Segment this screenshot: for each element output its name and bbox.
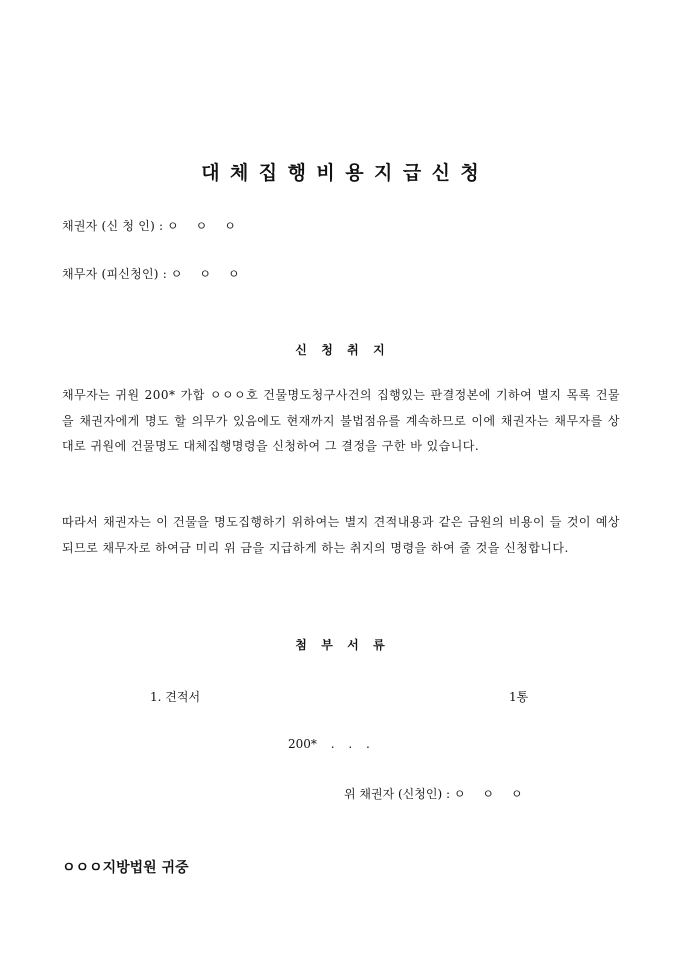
creditor-name: ㅇ ㅇ ㅇ xyxy=(167,219,243,233)
debtor-name: ㅇ ㅇ ㅇ xyxy=(170,267,247,281)
creditor-label: 채권자 (신 청 인) xyxy=(62,219,155,233)
creditor-line xyxy=(62,217,242,234)
document-title: 대체집행비용지급신청 xyxy=(201,162,490,184)
debtor-label: 채무자 (피신청인) xyxy=(62,267,159,281)
attachment-count: 1통 xyxy=(509,690,529,704)
application-date: 200* . . . xyxy=(288,737,370,751)
attachments-heading: 첨부서류 xyxy=(295,638,400,652)
creditor-separator: : xyxy=(159,219,164,233)
purpose-paragraph-1: 채무자는 귀원 200* 가합 ㅇㅇㅇ호 건물명도청구사건의 집행있는 판결정본에 기하여 별지 목록 건물을 채권자에게 명도 할 의무가 있음에도 현재까지 불법점유를 계속하므로 이에 채권자는 채무자를 상대로 귀원에 건물명도 대체집행명령을 신청하여 그 결정을 구한 바 있습니다. xyxy=(62,388,620,453)
signature-label: 위 채권자 (신청인) : xyxy=(344,787,450,801)
attachment-item: 1. 견적서 xyxy=(150,690,201,704)
purpose-heading: 신청취지 xyxy=(295,343,400,357)
debtor-line xyxy=(62,265,246,282)
signature-name: ㅇ ㅇ ㅇ xyxy=(453,787,530,801)
purpose-paragraph-2: 따라서 채권자는 이 건물을 명도집행하기 위하여는 별지 견적내용과 같은 금원의 비용이 들 것이 예상되므로 채무자로 하여금 미리 위 금을 지급하게 하는 취지의 명령을 하여 줄 것을 신청합니다. xyxy=(62,515,620,555)
signature-line xyxy=(344,785,529,802)
debtor-separator: : xyxy=(162,267,167,281)
court-addressee: ㅇㅇㅇ지방법원 귀중 xyxy=(62,860,189,876)
